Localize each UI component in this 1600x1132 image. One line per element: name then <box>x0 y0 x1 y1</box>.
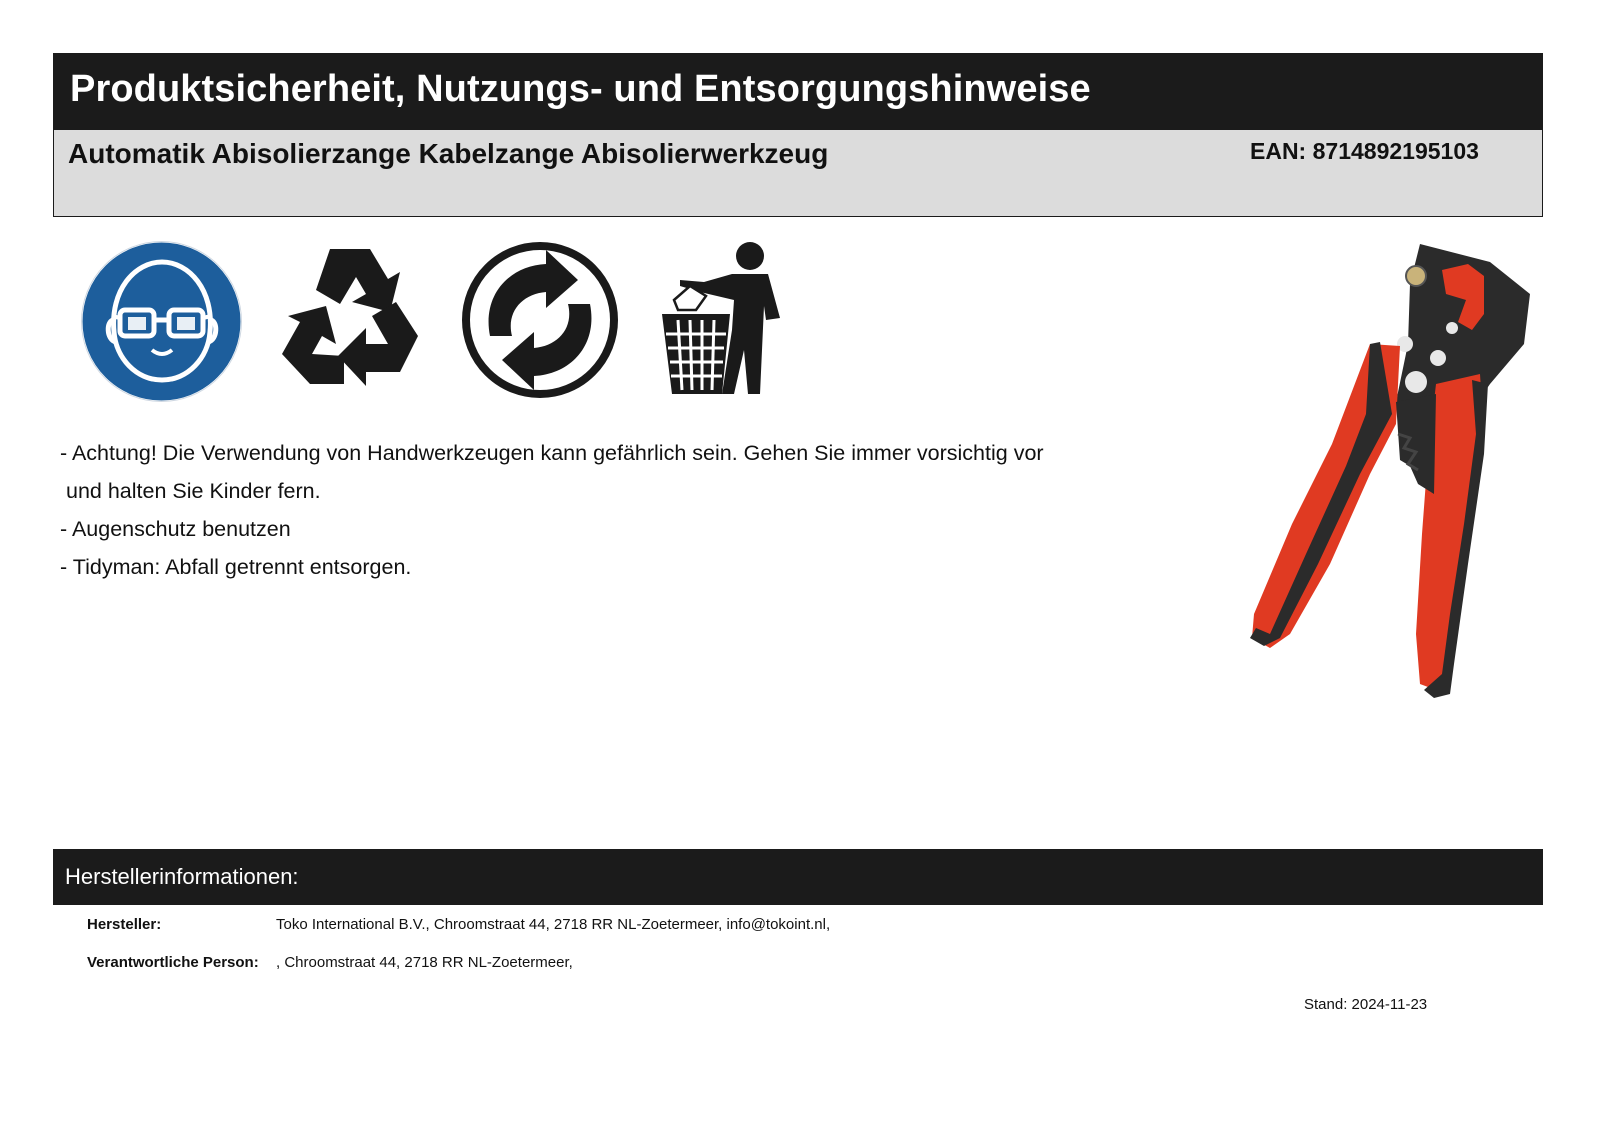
green-dot-icon <box>460 240 620 400</box>
manufacturer-header <box>53 849 1543 905</box>
stand-date: Stand: 2024-11-23 <box>1304 996 1428 1013</box>
header-bar <box>53 53 1543 130</box>
wire-stripper-image <box>1240 234 1540 718</box>
note-line: - Tidyman: Abfall getrennt entsorgen. <box>60 555 412 579</box>
tidyman-icon <box>660 240 785 395</box>
eye-protection-icon <box>80 240 243 403</box>
responsible-person-label: Verantwortliche Person: <box>87 954 259 971</box>
hersteller-label: Hersteller: <box>87 916 162 933</box>
manufacturer-section-title: Herstellerinformationen: <box>65 864 299 889</box>
responsible-person-value: , Chroomstraat 44, 2718 RR NL-Zoetermeer, <box>276 954 573 971</box>
note-line: - Augenschutz benutzen <box>60 517 291 541</box>
recycle-icon <box>270 244 430 394</box>
product-name: Automatik Abisolierzange Kabelzange Abisolierwerkzeug <box>68 138 829 169</box>
product-header <box>53 130 1543 217</box>
note-line: und halten Sie Kinder fern. <box>66 479 321 503</box>
safety-notes <box>60 434 1044 586</box>
note-line: - Achtung! Die Verwendung von Handwerkzeugen kann gefährlich sein. Gehen Sie immer vorsichtig vor <box>60 441 1044 465</box>
ean-code: EAN: 8714892195103 <box>1250 138 1479 164</box>
page-title: Produktsicherheit, Nutzungs- und Entsorgungshinweise <box>70 68 1091 110</box>
hersteller-value: Toko International B.V., Chroomstraat 44, 2718 RR NL-Zoetermeer, info@tokoint.nl, <box>276 916 831 933</box>
